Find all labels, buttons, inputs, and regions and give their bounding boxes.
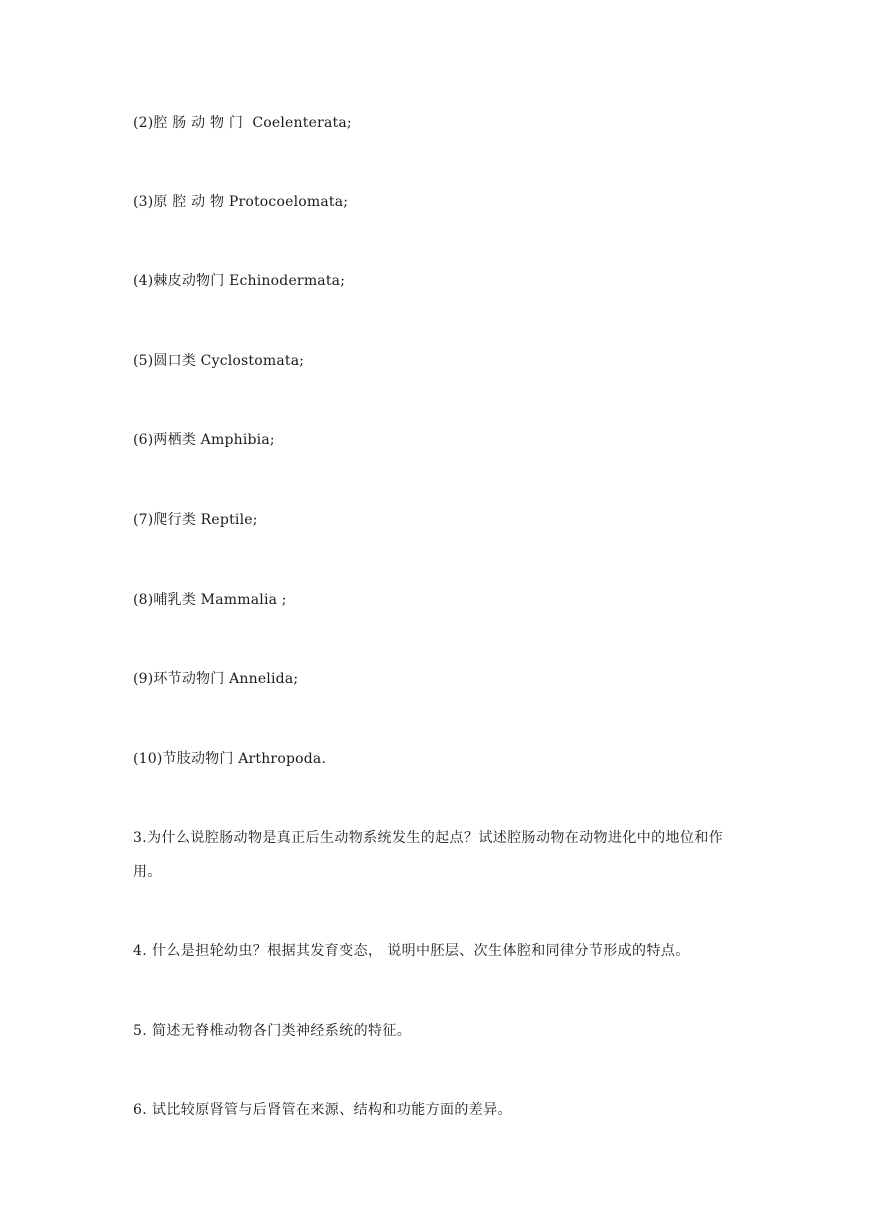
- list-item-6: (6)两栖类 Amphibia;: [133, 432, 275, 448]
- list-item-2: (2)腔 肠 动 物 门 Coelenterata;: [133, 115, 352, 131]
- list-item-10: (10)节肢动物门 Arthropoda.: [133, 751, 327, 767]
- list-item-7: (7)爬行类 Reptile;: [133, 512, 258, 528]
- question-5: 5. 简述无脊椎动物各门类神经系统的特征。: [133, 1023, 412, 1039]
- list-item-9: (9)环节动物门 Annelida;: [133, 671, 299, 687]
- list-item-4: (4)棘皮动物门 Echinodermata;: [133, 273, 346, 289]
- list-item-8: (8)哺乳类 Mammalia ;: [133, 592, 287, 608]
- question-3: 3.为什么说腔肠动物是真正后生动物系统发生的起点？试述腔肠动物在动物进化中的地位和作用。: [133, 830, 724, 880]
- list-item-5: (5)圆口类 Cyclostomata;: [133, 353, 305, 369]
- question-6: 6. 试比较原肾管与后肾管在来源、结构和功能方面的差异。: [133, 1102, 513, 1118]
- question-4: 4. 什么是担轮幼虫？根据其发育变态， 说明中胚层、次生体腔和同律分节形成的特点。: [133, 943, 690, 959]
- list-item-3: (3)原 腔 动 物 Protocoelomata;: [133, 194, 349, 210]
